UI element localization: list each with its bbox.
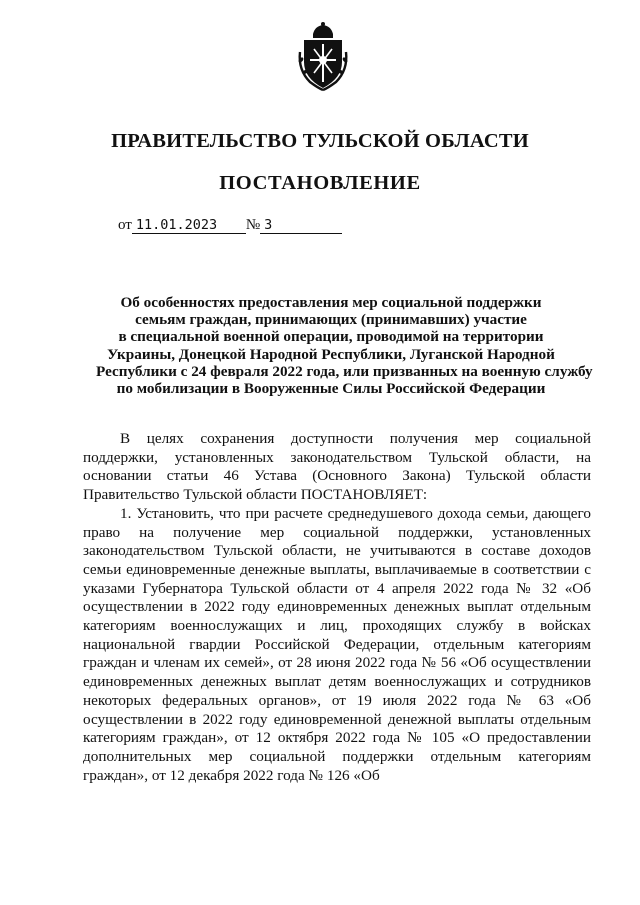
document-body	[83, 430, 591, 785]
number-label: №	[245, 217, 261, 233]
subject-line: Украины, Донецкой Народной Республики, Луганской Народной	[107, 345, 555, 363]
coat-of-arms-emblem	[296, 22, 350, 92]
preamble-paragraph: В целях сохранения доступности получения мер социальной поддержки, установленных законодательством Тульской области, на основании статьи 46 Устава (Основного Закона) Тульской области Правительство Тульской области ПОСТАНОВЛЯЕТ:	[83, 430, 591, 504]
number-field: 3	[260, 217, 342, 234]
document-meta	[118, 217, 342, 234]
date-label: от	[118, 217, 132, 233]
government-title: ПРАВИТЕЛЬСТВО ТУЛЬСКОЙ ОБЛАСТИ	[111, 130, 529, 152]
subject-line: Республики с 24 февраля 2022 года, или призванных на военную службу	[96, 362, 593, 380]
item-1-paragraph: 1. Установить, что при расчете среднедушевого дохода семьи, дающего право на получение мер социальной поддержки, установленных законодательством Тульской области, не учитываются в составе доходов семьи единовременные денежные выплаты, выплачиваемые в соответствии с указами Губернатора Тульской области от 4 апреля 2022 года № 32 «Об осуществлении в 2022 году единовременных денежных выплат отдельным категориям военнослужащих и лиц, проходящих службу в войсках национальной гвардии Российской Федерации, отдельным категориям граждан и членам их семей», от 28 июня 2022 года № 56 «Об осуществлении единовременных денежных выплат детям военнослужащих и сотрудников некоторых федеральных органов», от 19 июля 2022 года № 63 «Об осуществлении в 2022 году единовременной денежной выплаты отдельным категориям граждан», от 12 октября 2022 года № 105 «О предоставлении дополнительных мер социальной поддержки отдельным категориям граждан», от 12 декабря 2022 года № 126 «Об	[83, 504, 591, 784]
date-field: 11.01.2023	[132, 217, 246, 234]
subject-line: Об особенностях предоставления мер социальной поддержки	[120, 294, 542, 311]
document-subject	[96, 294, 593, 398]
subject-line: в специальной военной операции, проводимой на территории	[118, 328, 544, 346]
subject-line: по мобилизации в Вооруженные Силы Российской Федерации	[116, 380, 546, 398]
document-type: ПОСТАНОВЛЕНИЕ	[219, 172, 421, 194]
subject-line: семьям граждан, принимающих (принимавших) участие	[135, 311, 527, 329]
